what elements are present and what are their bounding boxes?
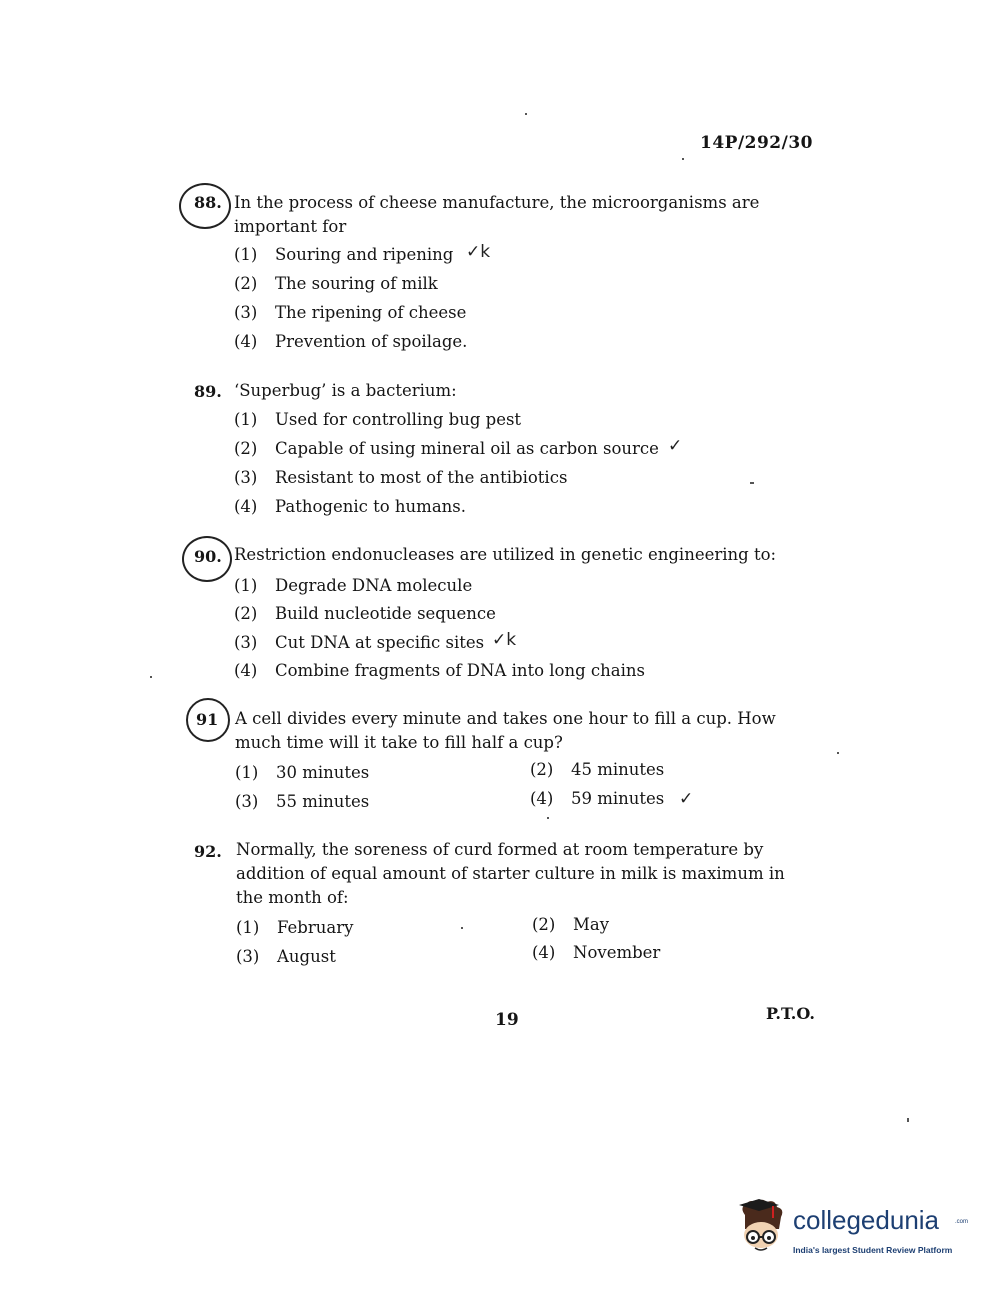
option-text: Build nucleotide sequence — [275, 604, 496, 623]
option-number: (3) — [234, 468, 258, 487]
question-number: 88. — [194, 193, 222, 212]
option — [532, 943, 660, 962]
option-number: (4) — [234, 332, 258, 351]
scan-speck — [461, 927, 463, 929]
option-text: Souring and ripening — [275, 245, 454, 264]
option-number: (1) — [234, 410, 258, 429]
option — [234, 497, 466, 516]
option — [235, 763, 369, 782]
scan-speck — [907, 1118, 909, 1122]
option-text: Combine fragments of DNA into long chains — [275, 661, 646, 680]
option — [530, 789, 664, 808]
option-number: (1) — [235, 763, 259, 782]
option-text: Used for controlling bug pest — [275, 410, 522, 429]
option-number: (4) — [532, 943, 556, 962]
option-text: February — [277, 918, 354, 937]
option-text: 30 minutes — [276, 763, 370, 782]
option-text: Prevention of spoilage. — [275, 332, 468, 351]
option — [235, 792, 369, 811]
option — [236, 918, 353, 937]
question-text: A cell divides every minute and takes one hour to fill a cup. How much time will it take to fill half a cup? — [235, 709, 776, 752]
option — [236, 947, 336, 966]
question-text: Restriction endonucleases are utilized in genetic engineering to: — [234, 545, 777, 564]
watermark-name: collegedunia — [793, 1205, 940, 1235]
option-text: August — [277, 947, 336, 966]
option-text: Cut DNA at specific sites — [275, 633, 485, 652]
option-number: (1) — [234, 576, 258, 595]
watermark-com: .com — [955, 1219, 969, 1225]
option-number: (3) — [236, 947, 260, 966]
question-text: Normally, the soreness of curd formed at room temperature by addition of equal amount of starter culture in milk is maximum in the month of: — [236, 840, 785, 907]
option — [234, 274, 438, 293]
scan-speck — [682, 158, 684, 160]
question-number: 89. — [194, 382, 222, 401]
option-text: May — [573, 915, 610, 934]
check-mark-icon: ✓ — [668, 436, 683, 456]
option-text: The souring of milk — [275, 274, 438, 293]
option — [234, 604, 496, 623]
option-text: Pathogenic to humans. — [275, 497, 466, 516]
scan-speck — [150, 676, 152, 678]
scan-speck — [525, 113, 527, 115]
option — [234, 332, 467, 351]
option — [234, 468, 567, 487]
option-text: Capable of using mineral oil as carbon source — [275, 439, 659, 458]
option — [532, 915, 609, 934]
check-mark-icon: ✓k — [466, 242, 491, 262]
scan-speck — [547, 817, 549, 819]
paper-code: 14P/292/30 — [700, 133, 814, 153]
option-text: November — [573, 943, 661, 962]
option-number: (3) — [234, 633, 258, 652]
option — [234, 303, 466, 322]
option-number: (2) — [530, 760, 554, 779]
option — [530, 760, 664, 779]
check-mark-icon: ✓ — [679, 789, 694, 809]
option-number: (2) — [234, 604, 258, 623]
watermark-tagline: India's largest Student Review Platform — [793, 1245, 953, 1255]
option-number: (1) — [234, 245, 258, 264]
question-text: In the process of cheese manufacture, the microorganisms are important for — [234, 193, 760, 236]
option-number: (2) — [532, 915, 556, 934]
page-number: 19 — [495, 1010, 519, 1030]
option-number: (4) — [234, 661, 258, 680]
option — [234, 633, 484, 652]
option — [234, 439, 659, 458]
question-number: 90. — [194, 547, 222, 566]
scan-speck — [750, 482, 754, 484]
option-number: (2) — [234, 274, 258, 293]
option — [234, 661, 645, 680]
pto-label: P.T.O. — [766, 1004, 815, 1023]
option-number: (2) — [234, 439, 258, 458]
collegedunia-logo — [735, 1197, 969, 1267]
mascot-icon — [735, 1197, 791, 1267]
option-number: (4) — [530, 789, 554, 808]
option-text: The ripening of cheese — [275, 303, 467, 322]
question-number: 92. — [194, 842, 222, 861]
option-text: 45 minutes — [571, 760, 665, 779]
option-number: (4) — [234, 497, 258, 516]
question-number: 91 — [196, 710, 219, 729]
option-text: 59 minutes — [571, 789, 665, 808]
option — [234, 576, 472, 595]
option-number: (3) — [234, 303, 258, 322]
option-number: (3) — [235, 792, 259, 811]
question-text: ‘Superbug’ is a bacterium: — [234, 381, 457, 400]
option-text: 55 minutes — [276, 792, 370, 811]
check-mark-icon: ✓k — [492, 630, 517, 650]
option — [234, 245, 453, 264]
option-number: (1) — [236, 918, 260, 937]
option-text: Degrade DNA molecule — [275, 576, 473, 595]
scan-speck — [837, 752, 839, 754]
option-text: Resistant to most of the antibiotics — [275, 468, 568, 487]
option — [234, 410, 521, 429]
